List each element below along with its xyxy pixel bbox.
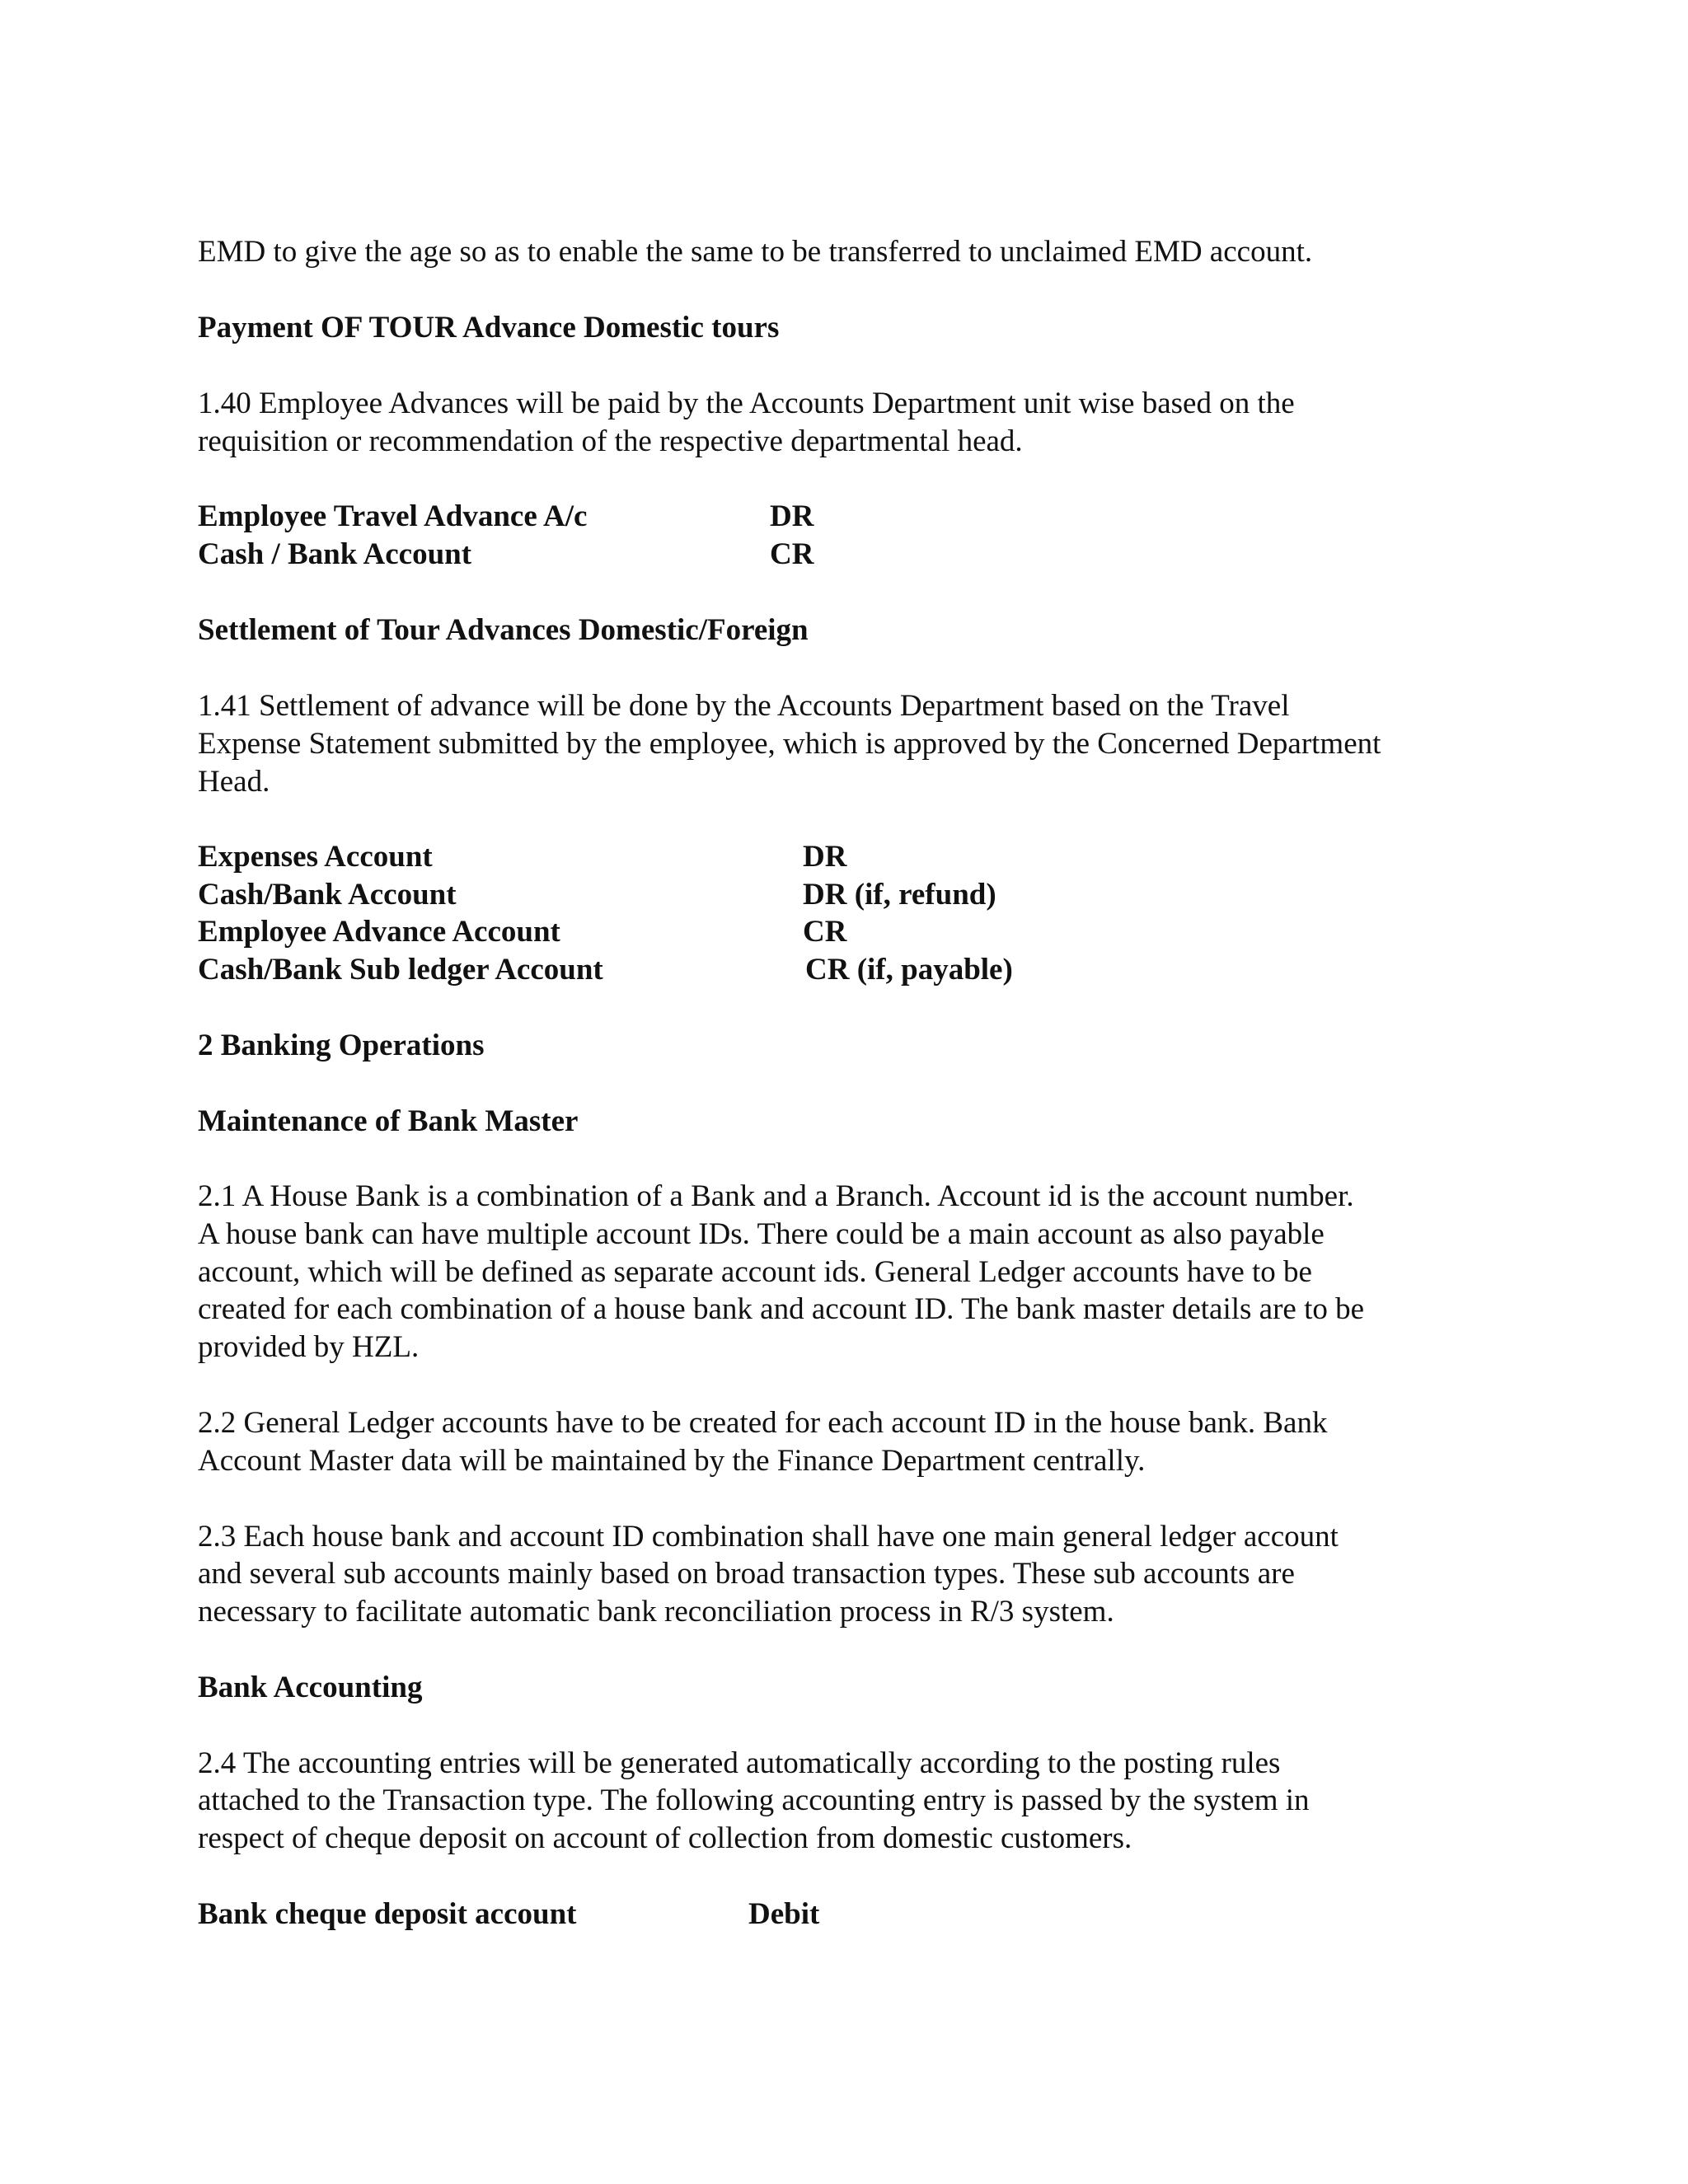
entry-side: DR [770,499,814,533]
entry-row [198,838,847,876]
para-2-4-line-2: attached to the Transaction type. The following accounting entry is passed by the system in [198,1783,1310,1817]
para-2-3-line-3: necessary to facilitate automatic bank reconciliation process in R/3 system. [198,1595,1114,1629]
entry-side: CR [803,915,847,949]
para-2-3-line-2: and several sub accounts mainly based on broad transaction types. These sub accounts are [198,1557,1295,1591]
para-2-1-line-3: account, which will be defined as separate account ids. General Ledger accounts have to be [198,1255,1312,1289]
entry-row [198,876,996,914]
para-2-3-line-1: 2.3 Each house bank and account ID combination shall have one main general ledger account [198,1520,1339,1554]
para-1-40-line-1: 1.40 Employee Advances will be paid by the Accounts Department unit wise based on the [198,387,1295,420]
entry-side: CR (if, payable) [805,953,1013,987]
heading-bank-accounting: Bank Accounting [198,1671,423,1704]
para-2-2-line-2: Account Master data will be maintained by the Finance Department centrally. [198,1444,1146,1478]
entry-account: Expenses Account [198,840,433,874]
entry-account: Cash/Bank Account [198,878,457,912]
heading-banking-operations: 2 Banking Operations [198,1029,485,1062]
para-1-40-line-2: requisition or recommendation of the respective departmental head. [198,424,1023,458]
continuation-text: EMD to give the age so as to enable the same to be transferred to unclaimed EMD account. [198,235,1313,269]
entry-row [198,1896,820,1933]
para-1-41-line-3: Head. [198,765,270,799]
para-2-4-line-3: respect of cheque deposit on account of collection from domestic customers. [198,1821,1132,1855]
entry-account: Bank cheque deposit account [198,1897,577,1931]
para-2-1-line-2: A house bank can have multiple account IDs. There could be a main account as also payable [198,1217,1325,1251]
entry-account: Employee Travel Advance A/c [198,499,588,533]
para-2-4-line-1: 2.4 The accounting entries will be generated automatically according to the posting rules [198,1746,1281,1780]
para-1-41-line-2: Expense Statement submitted by the employee, which is approved by the Concerned Department [198,727,1381,761]
entry-side: Debit [748,1897,820,1931]
para-2-1-line-4: created for each combination of a house bank and account ID. The bank master details are to be [198,1292,1365,1326]
heading-tour-advance: Payment OF TOUR Advance Domestic tours [198,311,780,344]
entry-row [198,913,847,951]
para-2-2-line-1: 2.2 General Ledger accounts have to be created for each account ID in the house bank. Bank [198,1406,1328,1440]
para-2-1-line-1: 2.1 A House Bank is a combination of a Bank and a Branch. Account id is the account number. [198,1179,1354,1213]
para-1-41-line-1: 1.41 Settlement of advance will be done by the Accounts Department based on the Travel [198,689,1290,723]
entry-row [198,951,1013,989]
entry-side: DR [803,840,847,874]
entry-row [198,498,814,536]
entry-row [198,536,814,574]
heading-bank-master: Maintenance of Bank Master [198,1104,579,1138]
entry-account: Cash / Bank Account [198,537,472,571]
entry-side: DR (if, refund) [803,878,996,912]
entry-side: CR [770,537,814,571]
heading-settlement: Settlement of Tour Advances Domestic/Foreign [198,613,809,647]
entry-account: Employee Advance Account [198,915,560,949]
entry-account: Cash/Bank Sub ledger Account [198,953,603,987]
para-2-1-line-5: provided by HZL. [198,1330,420,1364]
